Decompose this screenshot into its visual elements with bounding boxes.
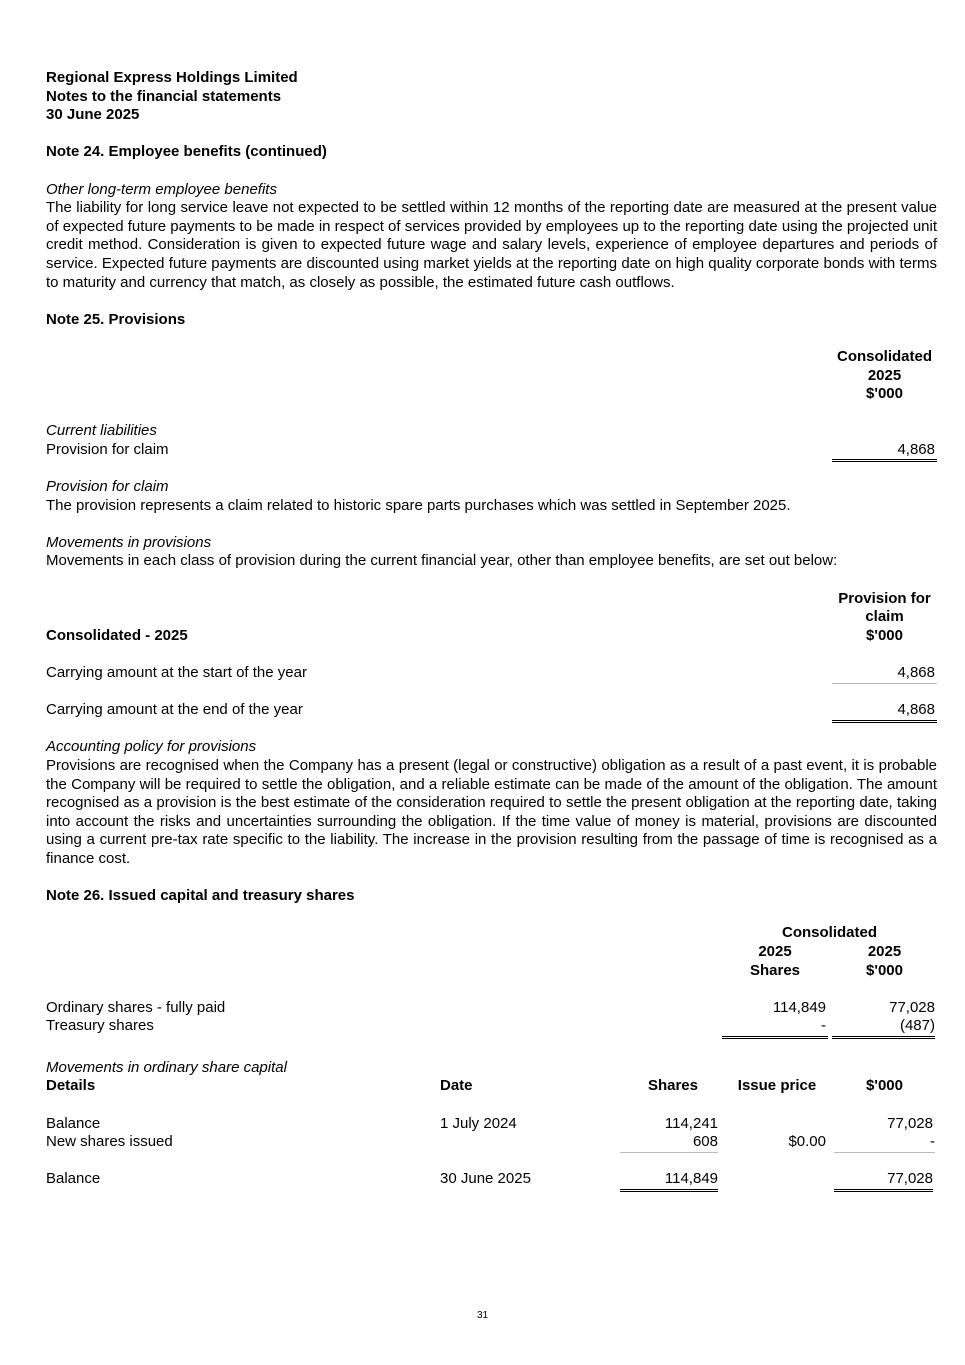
- carrying-start-row: Carrying amount at the start of the year 4,868: [46, 664, 937, 683]
- table-row: Balance 30 June 2025 114,849 77,028: [46, 1170, 937, 1189]
- movements-text: Movements in each class of provision during the current financial year, other than employee benefits, are set out below:: [46, 552, 838, 570]
- table-row: Balance 1 July 2024 114,241 77,028: [46, 1114, 933, 1132]
- current-liabilities-label: Current liabilities: [46, 422, 157, 440]
- claim-text: The provision represents a claim related to historic spare parts purchases which was settled in September 2025.: [46, 496, 791, 514]
- movements-col-header-1: Provision for: [838, 589, 931, 607]
- note25-heading: Note 25. Provisions: [46, 310, 186, 328]
- claim-subheading: Provision for claim: [46, 478, 169, 496]
- capital-col1-unit: Shares: [749, 961, 801, 979]
- policy-subheading: Accounting policy for provisions: [46, 738, 257, 756]
- provisions-col-header-2: 2025: [867, 366, 902, 384]
- provisions-col-header-3: $'000: [866, 385, 903, 403]
- capital-col1-year: 2025: [758, 942, 792, 960]
- table-row: Treasury shares - (487): [46, 1017, 937, 1036]
- note26-heading: Note 26. Issued capital and treasury shares: [46, 887, 355, 905]
- policy-text: Provisions are recognised when the Company has a present (legal or constructive) obligation as a result of a past event, it is probable the Company will be required to settle the obligation, and a reliable estimate can be made of the amount of the obligation. The amount recognised as a provision is the best estimate of the consideration required to settle the present obligation at the reporting date, taking into account the risks and uncertainties surrounding the obligation. If the time value of money is material, provisions are discounted using a current pre-tax rate specific to the liability. The increase in the provision resulting from the passage of time is recognised as a finance cost.: [46, 756, 937, 867]
- movements-label: Consolidated - 2025: [46, 626, 188, 644]
- note24-heading: Note 24. Employee benefits (continued): [46, 143, 327, 161]
- capital-group-header: Consolidated: [781, 924, 877, 942]
- table-row: New shares issued 608 $0.00 -: [46, 1133, 937, 1152]
- document-subtitle: Notes to the financial statements: [46, 87, 282, 105]
- capital-col2-unit: $'000: [866, 961, 903, 979]
- movements-col-header-3: $'000: [866, 626, 903, 644]
- document-date: 30 June 2025: [46, 106, 140, 124]
- page-number: 31: [476, 1310, 489, 1321]
- carrying-end-row: Carrying amount at the end of the year 4,868: [46, 701, 937, 720]
- movements-subheading: Movements in provisions: [46, 533, 212, 551]
- provision-for-claim-row: Provision for claim 4,868: [46, 441, 937, 460]
- capital-col2-year: 2025: [867, 942, 902, 960]
- note24-paragraph: The liability for long service leave not expected to be settled within 12 months of the reporting date are measured at the present value of expected future payments to be made in respect of services provided by employees up to the reporting date using the projected unit credit method. Consideration is given to expected future wage and salary levels, experience of employee departures and periods of service. Expected future payments are discounted using market yields at the reporting date on high quality corporate bonds with terms to maturity and currency that match, as closely as possible, the estimated future cash outflows.: [46, 199, 937, 291]
- provision-for-claim-value: 4,868: [832, 441, 937, 463]
- document-page: [46, 69, 937, 1189]
- company-name: Regional Express Holdings Limited: [46, 69, 298, 86]
- table-row: Ordinary shares - fully paid 114,849 77,028: [46, 998, 935, 1016]
- share-capital-movements-subheading: Movements in ordinary share capital: [46, 1058, 287, 1076]
- movements-col-header-2: claim: [865, 608, 904, 626]
- note24-subheading: Other long-term employee benefits: [46, 180, 277, 198]
- provisions-col-header-1: Consolidated: [836, 347, 932, 365]
- movements-table-header: Details Date Shares Issue price $'000: [46, 1077, 903, 1095]
